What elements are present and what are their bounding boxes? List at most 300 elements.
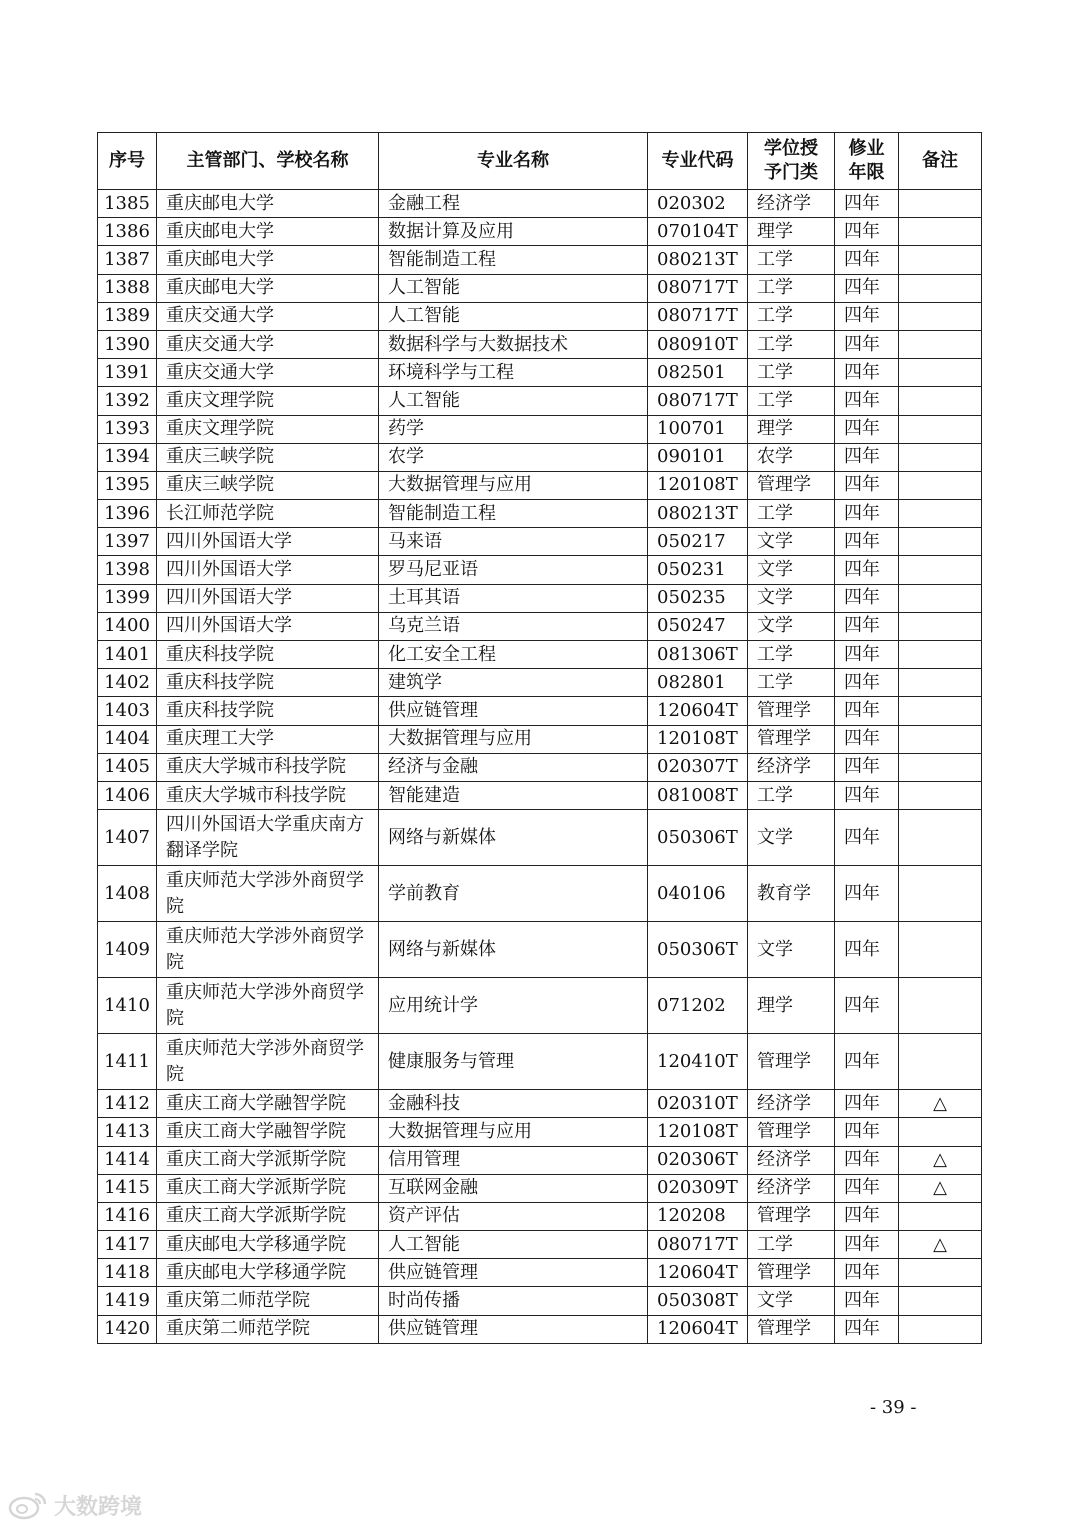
cell-code: 120108T — [648, 1118, 748, 1146]
cell-category: 经济学 — [748, 1146, 835, 1174]
cell-note — [899, 443, 982, 471]
cell-note — [899, 302, 982, 330]
cell-years: 四年 — [835, 1090, 899, 1118]
cell-note — [899, 190, 982, 218]
cell-no: 1406 — [98, 781, 157, 809]
table-row — [98, 302, 982, 330]
cell-major: 金融科技 — [379, 1090, 648, 1118]
cell-school: 四川外国语大学 — [157, 528, 379, 556]
table-row — [98, 359, 982, 387]
cell-no: 1397 — [98, 528, 157, 556]
cell-no: 1401 — [98, 641, 157, 669]
cell-code: 070104T — [648, 218, 748, 246]
cell-no: 1394 — [98, 443, 157, 471]
cell-code: 020309T — [648, 1174, 748, 1202]
cell-category: 工学 — [748, 781, 835, 809]
cell-school: 重庆三峡学院 — [157, 471, 379, 499]
cell-code: 050306T — [648, 810, 748, 866]
cell-code: 100701 — [648, 415, 748, 443]
table-row — [98, 697, 982, 725]
cell-school: 重庆工商大学派斯学院 — [157, 1202, 379, 1230]
cell-years: 四年 — [835, 978, 899, 1034]
cell-no: 1392 — [98, 387, 157, 415]
cell-school: 重庆工商大学融智学院 — [157, 1118, 379, 1146]
cell-category: 教育学 — [748, 866, 835, 922]
cell-category: 经济学 — [748, 1174, 835, 1202]
cell-category: 工学 — [748, 302, 835, 330]
table-row — [98, 810, 982, 866]
cell-years: 四年 — [835, 359, 899, 387]
cell-code: 050247 — [648, 612, 748, 640]
cell-no: 1396 — [98, 500, 157, 528]
cell-major: 农学 — [379, 443, 648, 471]
cell-no: 1399 — [98, 584, 157, 612]
cell-note — [899, 1259, 982, 1287]
cell-category: 工学 — [748, 641, 835, 669]
cell-no: 1391 — [98, 359, 157, 387]
table-header-row — [98, 133, 982, 190]
cell-category: 文学 — [748, 584, 835, 612]
cell-major: 建筑学 — [379, 669, 648, 697]
cell-note — [899, 584, 982, 612]
cell-major: 经济与金融 — [379, 753, 648, 781]
cell-no: 1390 — [98, 330, 157, 358]
majors-table — [97, 132, 982, 1344]
cell-years: 四年 — [835, 443, 899, 471]
cell-major: 智能制造工程 — [379, 246, 648, 274]
weibo-logo-icon — [8, 1490, 48, 1520]
table-row — [98, 1202, 982, 1230]
cell-code: 050217 — [648, 528, 748, 556]
header-major: 专业名称 — [379, 133, 648, 190]
cell-note — [899, 669, 982, 697]
cell-category: 工学 — [748, 330, 835, 358]
cell-major: 应用统计学 — [379, 978, 648, 1034]
cell-code: 080213T — [648, 246, 748, 274]
cell-major: 学前教育 — [379, 866, 648, 922]
cell-years: 四年 — [835, 246, 899, 274]
cell-code: 050235 — [648, 584, 748, 612]
cell-note — [899, 922, 982, 978]
cell-school: 重庆第二师范学院 — [157, 1315, 379, 1343]
cell-note: △ — [899, 1090, 982, 1118]
table-row — [98, 866, 982, 922]
header-years-line2: 年限 — [848, 162, 885, 183]
cell-major: 数据计算及应用 — [379, 218, 648, 246]
cell-no: 1387 — [98, 246, 157, 274]
cell-school: 重庆理工大学 — [157, 725, 379, 753]
cell-category: 管理学 — [748, 471, 835, 499]
cell-category: 理学 — [748, 978, 835, 1034]
cell-category: 管理学 — [748, 697, 835, 725]
cell-no: 1393 — [98, 415, 157, 443]
cell-category: 文学 — [748, 810, 835, 866]
cell-category: 工学 — [748, 500, 835, 528]
cell-note — [899, 415, 982, 443]
cell-years: 四年 — [835, 1287, 899, 1315]
cell-major: 健康服务与管理 — [379, 1034, 648, 1090]
cell-code: 080910T — [648, 330, 748, 358]
cell-school: 重庆交通大学 — [157, 330, 379, 358]
cell-years: 四年 — [835, 612, 899, 640]
cell-years: 四年 — [835, 302, 899, 330]
cell-major: 时尚传播 — [379, 1287, 648, 1315]
cell-category: 管理学 — [748, 1202, 835, 1230]
cell-school: 重庆邮电大学 — [157, 274, 379, 302]
table-row — [98, 443, 982, 471]
cell-code: 120108T — [648, 725, 748, 753]
cell-category: 管理学 — [748, 1315, 835, 1343]
cell-note — [899, 612, 982, 640]
cell-major: 化工安全工程 — [379, 641, 648, 669]
table-body — [98, 190, 982, 1344]
cell-no: 1389 — [98, 302, 157, 330]
cell-code: 120108T — [648, 471, 748, 499]
header-no: 序号 — [98, 133, 157, 190]
cell-category: 经济学 — [748, 1090, 835, 1118]
cell-no: 1412 — [98, 1090, 157, 1118]
cell-years: 四年 — [835, 1146, 899, 1174]
cell-code: 080717T — [648, 1231, 748, 1259]
cell-major: 供应链管理 — [379, 1259, 648, 1287]
cell-code: 020306T — [648, 1146, 748, 1174]
cell-years: 四年 — [835, 669, 899, 697]
header-category-line2: 予门类 — [764, 162, 818, 183]
cell-years: 四年 — [835, 471, 899, 499]
cell-major: 人工智能 — [379, 274, 648, 302]
cell-code: 120410T — [648, 1034, 748, 1090]
header-years-line1: 修业 — [848, 138, 885, 159]
table-row — [98, 641, 982, 669]
cell-years: 四年 — [835, 781, 899, 809]
cell-no: 1398 — [98, 556, 157, 584]
cell-major: 资产评估 — [379, 1202, 648, 1230]
cell-code: 082501 — [648, 359, 748, 387]
header-category — [748, 133, 835, 190]
cell-major: 金融工程 — [379, 190, 648, 218]
cell-code: 020310T — [648, 1090, 748, 1118]
table-row — [98, 584, 982, 612]
cell-school: 重庆邮电大学 — [157, 218, 379, 246]
table-row — [98, 978, 982, 1034]
cell-years: 四年 — [835, 1118, 899, 1146]
cell-category: 工学 — [748, 669, 835, 697]
cell-years: 四年 — [835, 1259, 899, 1287]
cell-category: 工学 — [748, 274, 835, 302]
cell-note — [899, 556, 982, 584]
cell-school: 重庆师范大学涉外商贸学院 — [157, 922, 379, 978]
cell-code: 071202 — [648, 978, 748, 1034]
cell-code: 120604T — [648, 1315, 748, 1343]
cell-code: 120604T — [648, 1259, 748, 1287]
table-row — [98, 274, 982, 302]
cell-school: 重庆第二师范学院 — [157, 1287, 379, 1315]
cell-no: 1414 — [98, 1146, 157, 1174]
cell-school: 长江师范学院 — [157, 500, 379, 528]
table-row — [98, 528, 982, 556]
table-row — [98, 1259, 982, 1287]
cell-code: 050231 — [648, 556, 748, 584]
table-row — [98, 725, 982, 753]
cell-no: 1400 — [98, 612, 157, 640]
cell-years: 四年 — [835, 810, 899, 866]
cell-years: 四年 — [835, 1315, 899, 1343]
cell-school: 重庆师范大学涉外商贸学院 — [157, 866, 379, 922]
cell-note — [899, 641, 982, 669]
header-code: 专业代码 — [648, 133, 748, 190]
cell-school: 重庆交通大学 — [157, 359, 379, 387]
cell-category: 理学 — [748, 218, 835, 246]
cell-major: 供应链管理 — [379, 1315, 648, 1343]
cell-major: 马来语 — [379, 528, 648, 556]
cell-major: 智能制造工程 — [379, 500, 648, 528]
table-row — [98, 1146, 982, 1174]
cell-code: 080213T — [648, 500, 748, 528]
cell-school: 四川外国语大学重庆南方翻译学院 — [157, 810, 379, 866]
cell-note — [899, 753, 982, 781]
cell-years: 四年 — [835, 190, 899, 218]
cell-school: 四川外国语大学 — [157, 612, 379, 640]
table-row — [98, 330, 982, 358]
cell-code: 080717T — [648, 387, 748, 415]
cell-school: 重庆邮电大学 — [157, 190, 379, 218]
cell-school: 四川外国语大学 — [157, 556, 379, 584]
table-row — [98, 246, 982, 274]
cell-years: 四年 — [835, 866, 899, 922]
cell-category: 管理学 — [748, 1259, 835, 1287]
cell-code: 082801 — [648, 669, 748, 697]
cell-major: 智能建造 — [379, 781, 648, 809]
cell-years: 四年 — [835, 330, 899, 358]
cell-major: 供应链管理 — [379, 697, 648, 725]
table-row — [98, 1174, 982, 1202]
cell-school: 重庆科技学院 — [157, 697, 379, 725]
cell-school: 重庆文理学院 — [157, 387, 379, 415]
cell-category: 经济学 — [748, 190, 835, 218]
header-years — [835, 133, 899, 190]
cell-major: 人工智能 — [379, 302, 648, 330]
cell-school: 重庆大学城市科技学院 — [157, 753, 379, 781]
cell-no: 1385 — [98, 190, 157, 218]
cell-category: 工学 — [748, 246, 835, 274]
table-row — [98, 612, 982, 640]
cell-note — [899, 330, 982, 358]
table-row — [98, 387, 982, 415]
cell-years: 四年 — [835, 387, 899, 415]
cell-category: 理学 — [748, 415, 835, 443]
cell-major: 信用管理 — [379, 1146, 648, 1174]
cell-years: 四年 — [835, 415, 899, 443]
cell-major: 环境科学与工程 — [379, 359, 648, 387]
table-row — [98, 1034, 982, 1090]
cell-major: 人工智能 — [379, 387, 648, 415]
cell-category: 文学 — [748, 1287, 835, 1315]
header-school: 主管部门、学校名称 — [157, 133, 379, 190]
cell-school: 重庆邮电大学 — [157, 246, 379, 274]
table-row — [98, 922, 982, 978]
cell-no: 1408 — [98, 866, 157, 922]
cell-category: 工学 — [748, 1231, 835, 1259]
cell-major: 大数据管理与应用 — [379, 471, 648, 499]
table-row — [98, 471, 982, 499]
cell-category: 工学 — [748, 359, 835, 387]
cell-school: 重庆工商大学派斯学院 — [157, 1146, 379, 1174]
header-category-line1: 学位授 — [764, 138, 818, 159]
cell-category: 农学 — [748, 443, 835, 471]
cell-no: 1418 — [98, 1259, 157, 1287]
cell-years: 四年 — [835, 556, 899, 584]
cell-note — [899, 500, 982, 528]
cell-note — [899, 1034, 982, 1090]
cell-school: 重庆邮电大学移通学院 — [157, 1259, 379, 1287]
cell-school: 四川外国语大学 — [157, 584, 379, 612]
cell-code: 050306T — [648, 922, 748, 978]
cell-school: 重庆科技学院 — [157, 669, 379, 697]
cell-school: 重庆邮电大学移通学院 — [157, 1231, 379, 1259]
table-row — [98, 1090, 982, 1118]
cell-no: 1402 — [98, 669, 157, 697]
cell-category: 管理学 — [748, 1118, 835, 1146]
cell-years: 四年 — [835, 528, 899, 556]
cell-no: 1409 — [98, 922, 157, 978]
watermark-text: 大数跨境 — [54, 1494, 143, 1520]
table-row — [98, 753, 982, 781]
cell-years: 四年 — [835, 218, 899, 246]
cell-note: △ — [899, 1146, 982, 1174]
cell-no: 1407 — [98, 810, 157, 866]
cell-note — [899, 1287, 982, 1315]
cell-no: 1410 — [98, 978, 157, 1034]
cell-major: 乌克兰语 — [379, 612, 648, 640]
cell-category: 管理学 — [748, 1034, 835, 1090]
cell-no: 1411 — [98, 1034, 157, 1090]
cell-code: 020302 — [648, 190, 748, 218]
cell-note — [899, 218, 982, 246]
cell-years: 四年 — [835, 1231, 899, 1259]
cell-category: 文学 — [748, 528, 835, 556]
cell-no: 1403 — [98, 697, 157, 725]
cell-years: 四年 — [835, 1174, 899, 1202]
cell-note — [899, 810, 982, 866]
cell-code: 120208 — [648, 1202, 748, 1230]
cell-major: 罗马尼亚语 — [379, 556, 648, 584]
cell-note — [899, 1118, 982, 1146]
cell-years: 四年 — [835, 641, 899, 669]
cell-note — [899, 359, 982, 387]
cell-note: △ — [899, 1231, 982, 1259]
header-note: 备注 — [899, 133, 982, 190]
cell-years: 四年 — [835, 753, 899, 781]
cell-code: 080717T — [648, 302, 748, 330]
cell-major: 网络与新媒体 — [379, 922, 648, 978]
cell-no: 1386 — [98, 218, 157, 246]
cell-years: 四年 — [835, 274, 899, 302]
cell-code: 080717T — [648, 274, 748, 302]
cell-school: 重庆大学城市科技学院 — [157, 781, 379, 809]
cell-note — [899, 978, 982, 1034]
cell-years: 四年 — [835, 922, 899, 978]
cell-school: 重庆师范大学涉外商贸学院 — [157, 1034, 379, 1090]
cell-major: 土耳其语 — [379, 584, 648, 612]
cell-category: 文学 — [748, 556, 835, 584]
cell-major: 大数据管理与应用 — [379, 725, 648, 753]
cell-note — [899, 781, 982, 809]
cell-code: 020307T — [648, 753, 748, 781]
cell-category: 文学 — [748, 612, 835, 640]
cell-years: 四年 — [835, 500, 899, 528]
cell-no: 1420 — [98, 1315, 157, 1343]
cell-school: 重庆师范大学涉外商贸学院 — [157, 978, 379, 1034]
cell-school: 重庆工商大学融智学院 — [157, 1090, 379, 1118]
cell-years: 四年 — [835, 697, 899, 725]
cell-school: 重庆交通大学 — [157, 302, 379, 330]
cell-school: 重庆工商大学派斯学院 — [157, 1174, 379, 1202]
cell-years: 四年 — [835, 584, 899, 612]
cell-no: 1415 — [98, 1174, 157, 1202]
cell-note — [899, 387, 982, 415]
cell-note — [899, 697, 982, 725]
cell-no: 1405 — [98, 753, 157, 781]
cell-code: 081008T — [648, 781, 748, 809]
cell-no: 1395 — [98, 471, 157, 499]
watermark — [8, 1489, 142, 1521]
cell-no: 1419 — [98, 1287, 157, 1315]
cell-note — [899, 471, 982, 499]
cell-major: 互联网金融 — [379, 1174, 648, 1202]
cell-note: △ — [899, 1174, 982, 1202]
cell-school: 重庆三峡学院 — [157, 443, 379, 471]
cell-category: 文学 — [748, 922, 835, 978]
page-number: - 39 - — [870, 1397, 917, 1418]
table-row — [98, 1315, 982, 1343]
cell-major: 网络与新媒体 — [379, 810, 648, 866]
cell-school: 重庆文理学院 — [157, 415, 379, 443]
cell-note — [899, 274, 982, 302]
table-row — [98, 218, 982, 246]
table-row — [98, 1231, 982, 1259]
cell-code: 040106 — [648, 866, 748, 922]
cell-note — [899, 1315, 982, 1343]
cell-note — [899, 1202, 982, 1230]
cell-category: 管理学 — [748, 725, 835, 753]
table-row — [98, 669, 982, 697]
cell-years: 四年 — [835, 725, 899, 753]
cell-note — [899, 246, 982, 274]
cell-major: 药学 — [379, 415, 648, 443]
cell-major: 数据科学与大数据技术 — [379, 330, 648, 358]
cell-note — [899, 866, 982, 922]
cell-no: 1417 — [98, 1231, 157, 1259]
table-row — [98, 1287, 982, 1315]
table-row — [98, 500, 982, 528]
cell-note — [899, 725, 982, 753]
cell-years: 四年 — [835, 1202, 899, 1230]
cell-note — [899, 528, 982, 556]
cell-no: 1413 — [98, 1118, 157, 1146]
cell-code: 090101 — [648, 443, 748, 471]
cell-school: 重庆科技学院 — [157, 641, 379, 669]
table-row — [98, 556, 982, 584]
cell-code: 081306T — [648, 641, 748, 669]
cell-code: 050308T — [648, 1287, 748, 1315]
table-row — [98, 190, 982, 218]
cell-no: 1404 — [98, 725, 157, 753]
cell-no: 1416 — [98, 1202, 157, 1230]
cell-category: 经济学 — [748, 753, 835, 781]
table-row — [98, 1118, 982, 1146]
cell-major: 大数据管理与应用 — [379, 1118, 648, 1146]
cell-years: 四年 — [835, 1034, 899, 1090]
